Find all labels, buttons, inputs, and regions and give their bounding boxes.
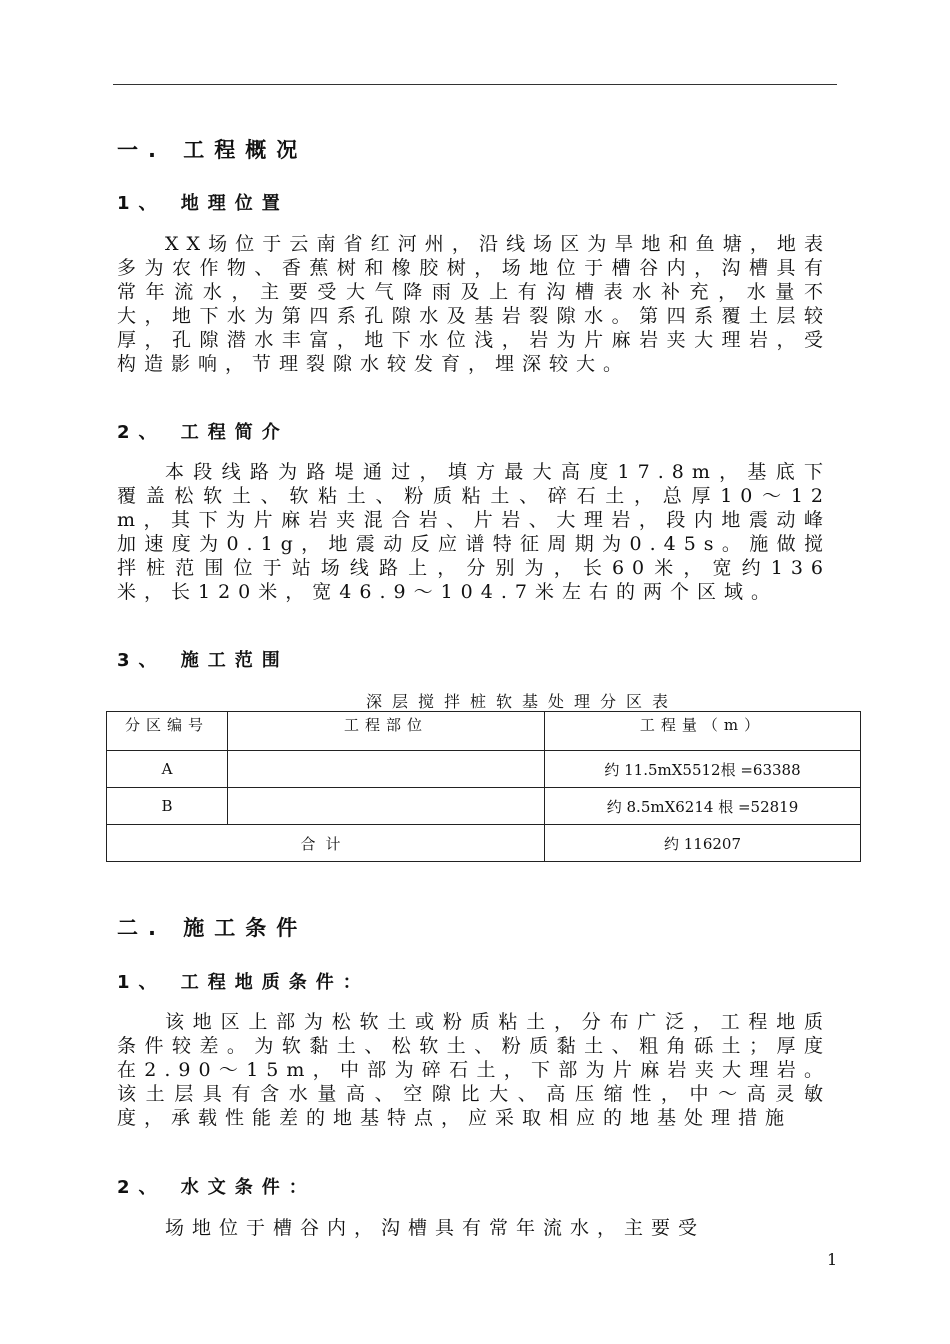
table-row <box>107 788 861 825</box>
table-header-row <box>107 712 861 751</box>
subsection-geology-title: 1、 工程地质条件： <box>117 972 370 993</box>
quantity-cell: 约 11.5mX5512根 =63388 <box>545 751 861 788</box>
part-cell <box>228 751 545 788</box>
zone-cell: B <box>107 788 228 825</box>
zone-table <box>106 711 861 862</box>
subsection-scope-title: 3、 施工范围 <box>117 650 289 671</box>
header-quantity: 工程量（m） <box>545 712 861 751</box>
total-value: 约 116207 <box>545 825 861 862</box>
overview-paragraph: 本段线路为路堤通过，填方最大高度17.8m，基底下覆盖松软土、软粘土、粉质粘土、碎石土，总厚10～12m，其下为片麻岩夹混合岩、片岩、大理岩，段内地震动峰加速度为0.1g，地震动反应谱特征周期为0.45s。施做搅拌桩范围位于站场线路上，分别为，长60米，宽约136米，长120米，宽46.9～104.7米左右的两个区域。 <box>117 461 831 603</box>
subsection-hydrology-title: 2、 水文条件： <box>117 1177 316 1198</box>
geology-paragraph: 该地区上部为松软土或粉质粘土，分布广泛，工程地质条件较差。为软黏土、松软土、粉质黏土、粗角砾土；厚度在2.90～15m，中部为碎石土，下部为片麻岩夹大理岩。该土层具有含水量高、空隙比大、高压缩性，中～高灵敏度，承载性能差的地基特点，应采取相应的地基处理措施 <box>117 1011 831 1129</box>
total-label: 合计 <box>107 825 545 862</box>
table-caption: 深层搅拌桩软基处理分区表 <box>366 692 679 711</box>
header-zone: 分区编号 <box>107 712 228 751</box>
table-total-row <box>107 825 861 862</box>
subsection-overview-title: 2、 工程简介 <box>117 422 289 443</box>
section-2-title: 二. 施工条件 <box>117 916 308 940</box>
zone-cell: A <box>107 751 228 788</box>
part-cell <box>228 788 545 825</box>
hydrology-paragraph: 场地位于槽谷内，沟槽具有常年流水，主要受 <box>165 1217 706 1239</box>
subsection-location-title: 1、 地理位置 <box>117 193 289 214</box>
page-number: 1 <box>827 1250 838 1269</box>
header-part: 工程部位 <box>228 712 545 751</box>
quantity-cell: 约 8.5mX6214 根 =52819 <box>545 788 861 825</box>
location-paragraph: XX场位于云南省红河州，沿线场区为旱地和鱼塘，地表多为农作物、香蕉树和橡胶树，场地位于槽谷内，沟槽具有常年流水，主要受大气降雨及上有沟槽表水补充，水量不大，地下水为第四系孔隙水及基岩裂隙水。第四系覆土层较厚，孔隙潜水丰富，地下水位浅，岩为片麻岩夹大理岩，受构造影响，节理裂隙水较发育，埋深较大。 <box>117 233 831 375</box>
table-row <box>107 751 861 788</box>
header-rule <box>113 84 837 85</box>
section-1-title: 一. 工程概况 <box>117 138 308 162</box>
